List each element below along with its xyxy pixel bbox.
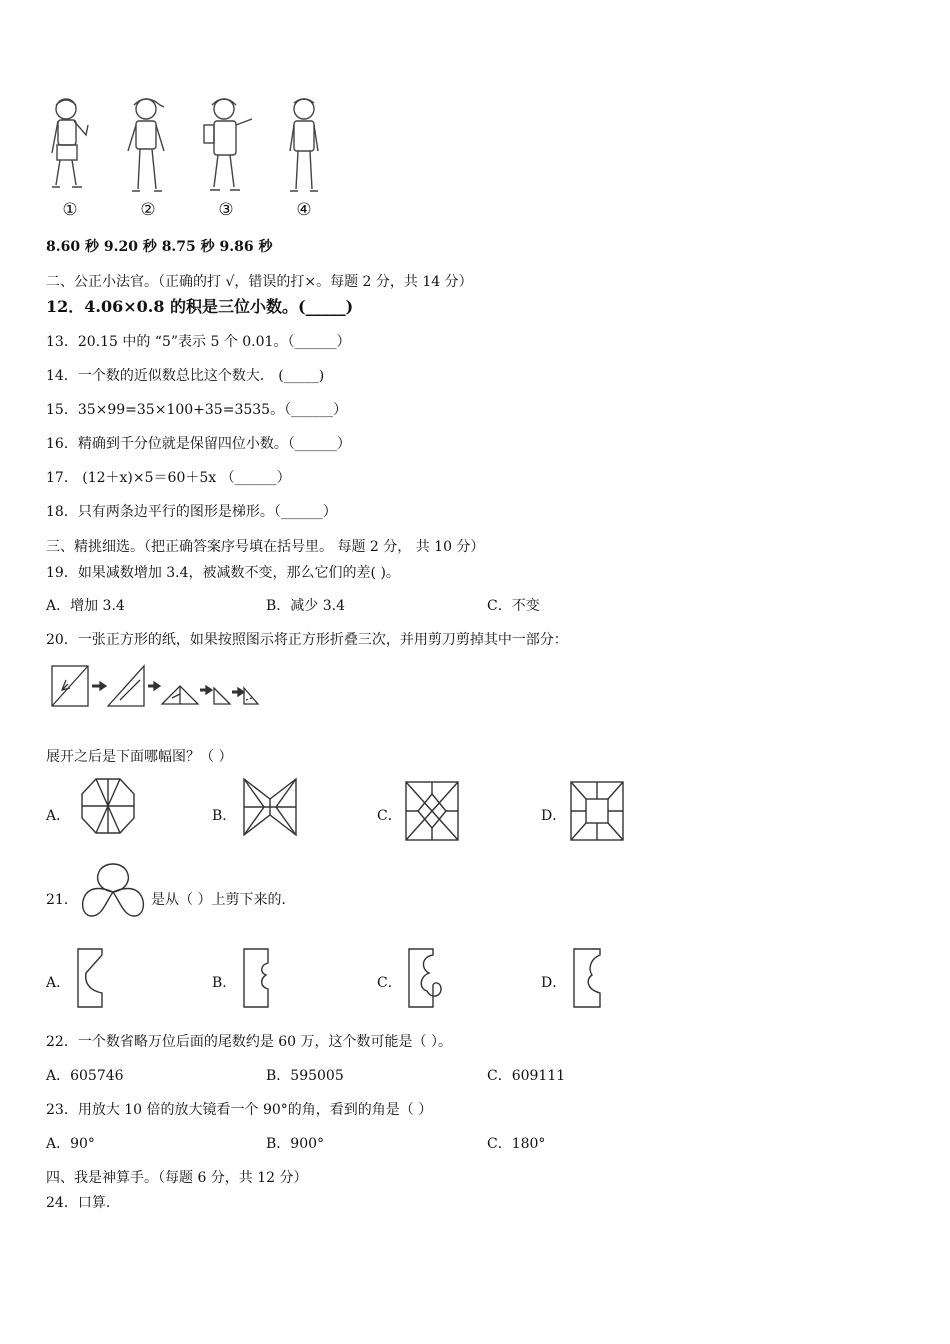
q21-option-d-figure [570,945,606,1011]
kid-number-3: ③ [218,200,234,220]
q20-option-a-figure [80,777,136,835]
kid-3-figure [200,95,258,200]
q21-option-a-label: A． [46,975,71,991]
question-13: 13．20.15 中的 “5”表示 5 个 0.01。（______） [46,334,351,350]
q22-option-c: C．609111 [487,1068,566,1084]
question-22: 22．一个数省略万位后面的尾数约是 60 万，这个数可能是（ ）。 [46,1034,452,1050]
q23-option-c: C．180° [487,1136,546,1152]
q21-option-a-figure [74,945,108,1011]
question-19: 19．如果减数增加 3.4，被减数不变，那么它们的差( )。 [46,565,400,581]
runners-figure [40,95,340,230]
q21-cutout-figure [80,860,146,924]
section-3-heading: 三、精挑细选。（把正确答案序号填在括号里。 每题 2 分， 共 10 分） [46,539,485,555]
section-2-heading: 二、公正小法官。（正确的打 √，错误的打×。每题 2 分，共 14 分） [46,274,473,290]
q20-option-c-figure [404,780,460,842]
q23-option-a: A．90° [46,1136,95,1152]
q22-option-a: A．605746 [46,1068,124,1084]
folding-steps-figure [48,660,260,712]
q19-option-a: A．增加 3.4 [46,598,125,614]
question-16: 16．精确到千分位就是保留四位小数。（______） [46,436,351,452]
q19-option-b: B．减少 3.4 [266,598,346,614]
kid-4-figure [284,95,324,200]
q21-option-d-label: D． [541,975,567,991]
question-24: 24．口算. [46,1195,111,1211]
kid-1-figure [44,95,96,200]
q20-option-d-figure [569,780,625,842]
question-20: 20．一张正方形的纸，如果按照图示将正方形折叠三次，并用剪刀剪掉其中一部分： [46,632,568,648]
section-4-heading: 四、我是神算手。（每题 6 分，共 12 分） [46,1170,308,1186]
question-15: 15．35×99=35×100+35=3535。（______） [46,402,348,418]
kid-2-figure [124,95,172,200]
q21-option-b-figure [240,945,274,1011]
q20-option-b-figure [242,777,298,837]
times-row: 8.60 秒 9.20 秒 8.75 秒 9.86 秒 [46,239,273,255]
q20-option-c-label: C． [377,808,402,824]
q20-option-b-label: B． [212,808,237,824]
q20-option-a-label: A． [46,808,71,824]
question-18: 18．只有两条边平行的图形是梯形。（______） [46,504,337,520]
kid-number-1: ① [62,200,78,220]
question-21-stem: 是从（ ）上剪下来的． [151,892,296,908]
q19-option-c: C．不变 [487,598,540,614]
question-23: 23．用放大 10 倍的放大镜看一个 90°的角，看到的角是（ ） [46,1102,433,1118]
kid-number-4: ④ [296,200,312,220]
q23-option-b: B．900° [266,1136,325,1152]
question-21-number: 21． [46,892,78,908]
question-20-ask: 展开之后是下面哪幅图？（ ） [46,749,233,765]
question-12: 12．4.06×0.8 的积是三位小数。(_____) [46,297,354,316]
question-14: 14．一个数的近似数总比这个数大． (_____) [46,368,325,384]
q21-option-c-figure [405,945,443,1011]
question-17: 17． (12＋x)×5＝60＋5x （______） [46,470,291,486]
q21-option-c-label: C． [377,975,402,991]
q21-option-b-label: B． [212,975,237,991]
kid-number-2: ② [140,200,156,220]
q22-option-b: B．595005 [266,1068,344,1084]
q20-option-d-label: D． [541,808,567,824]
